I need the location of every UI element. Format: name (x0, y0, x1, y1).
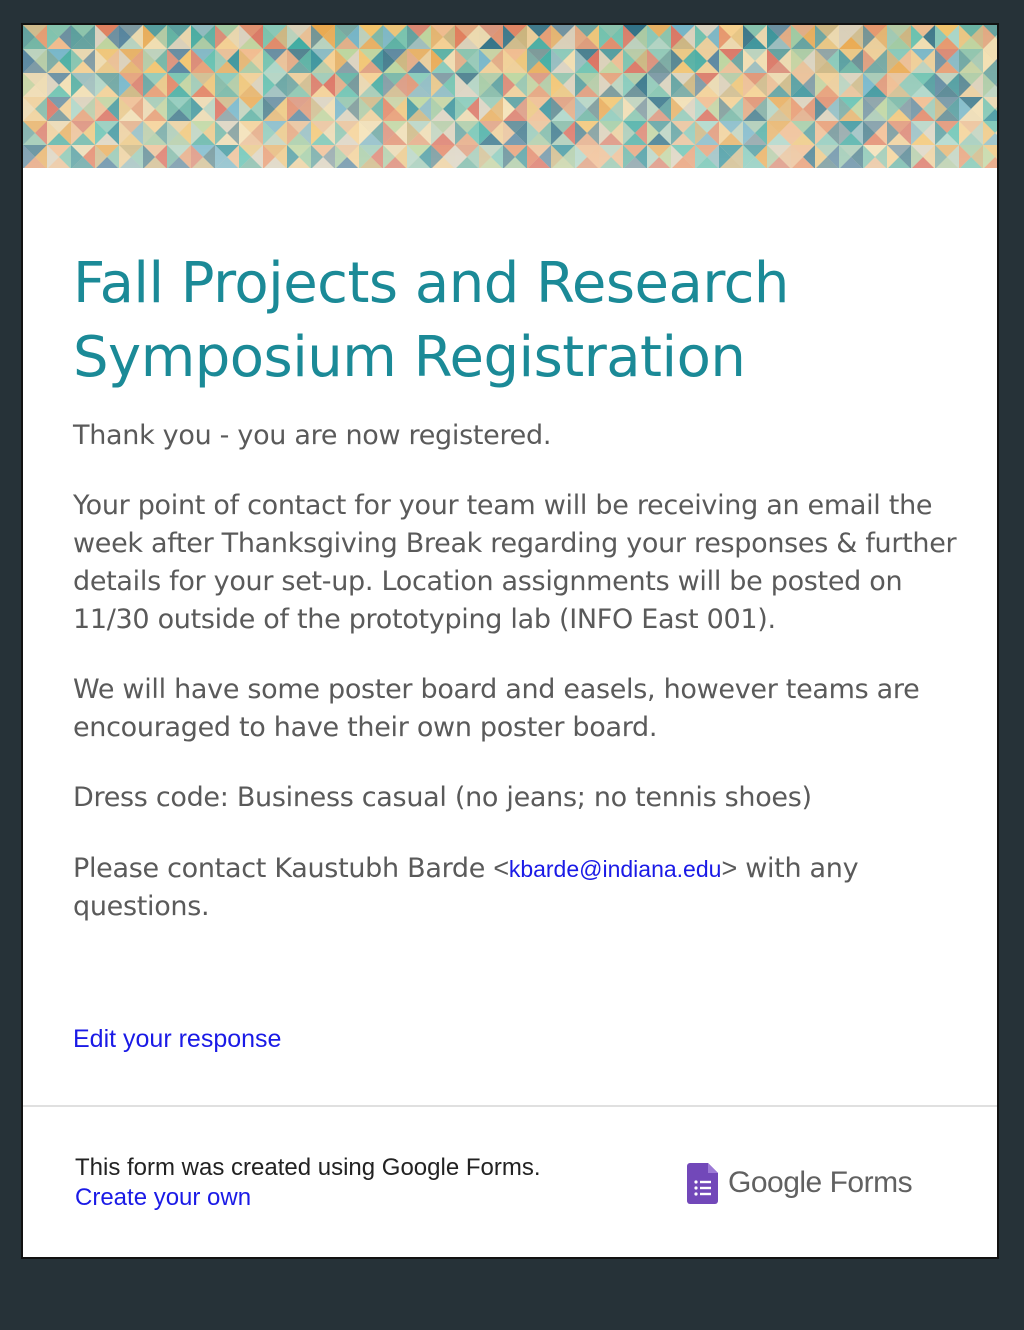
banner-overlay (23, 25, 997, 168)
google-forms-wordmark: Google Forms (728, 1166, 913, 1199)
footer-note (75, 1153, 541, 1213)
form-title (73, 247, 963, 395)
create-your-own-link[interactable]: Create your own (75, 1184, 252, 1211)
email-link[interactable]: kbarde@indiana.edu (508, 856, 722, 882)
confirmation-message (73, 417, 963, 926)
contact-suffix: with any questions. (73, 853, 859, 922)
contact-lt: < (493, 853, 509, 883)
footer-note-text: This form was created using Google Forms. (75, 1154, 541, 1181)
contact-prefix: Please contact Kaustubh Barde (73, 853, 494, 884)
form-title-line1: Fall Projects and Research (73, 251, 789, 316)
confirmation-content (73, 247, 963, 958)
google-forms-brand[interactable] (687, 1162, 912, 1204)
dress-code-paragraph: Dress code: Business casual (no jeans; no tennis shoes) (73, 782, 812, 813)
header-banner (23, 25, 997, 168)
google-forms-icon (687, 1163, 718, 1204)
footer-divider (23, 1105, 997, 1107)
contact-gt: > (721, 853, 737, 883)
contact-paragraph (73, 849, 963, 926)
edit-response-link[interactable]: Edit your response (73, 1025, 282, 1053)
contact-info-paragraph: Your point of contact for your team will be receiving an email the week after Thanksgiving Break regarding your responses & further details for your set-up. Location assignments will be posted on 11/30 outside of the prototyping lab (INFO East 001). (73, 490, 957, 635)
poster-board-paragraph: We will have some poster board and easels, however teams are encouraged to have their own poster board. (73, 674, 920, 743)
banner-pattern (23, 25, 997, 168)
form-card (21, 23, 999, 1259)
form-title-line2: Symposium Registration (73, 325, 746, 390)
confirmation-line: Thank you - you are now registered. (73, 420, 552, 451)
